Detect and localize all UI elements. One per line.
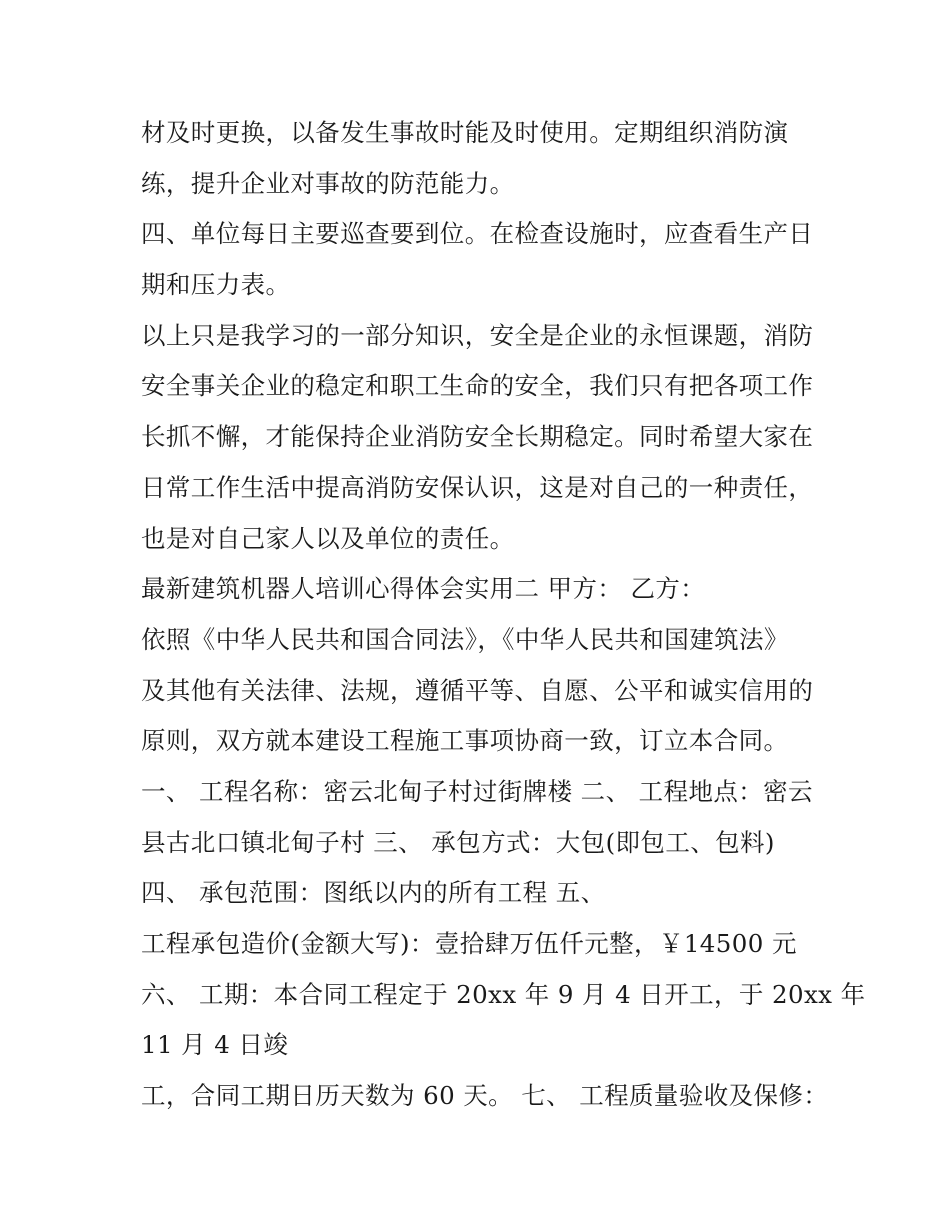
text-line: 及其他有关法律、法规，遵循平等、自愿、公平和诚实信用的: [141, 675, 814, 705]
text-line: 也是对自己家人以及单位的责任。: [141, 523, 515, 553]
text-line: 11 月 4 日竣: [141, 1030, 289, 1060]
text-line: 一、 工程名称：密云北甸子村过街牌楼 二、 工程地点：密云: [141, 776, 813, 806]
text-line: 安全事关企业的稳定和职工生命的安全，我们只有把各项工作: [141, 371, 814, 401]
text-line: 四、单位每日主要巡查要到位。在检查设施时，应查看生产日: [141, 219, 814, 249]
text-line: 以上只是我学习的一部分知识，安全是企业的永恒课题，消防: [141, 320, 814, 350]
text-line: 期和压力表。: [141, 270, 291, 300]
text-line: 四、 承包范围：图纸以内的所有工程 五、: [141, 878, 606, 908]
text-line: 县古北口镇北甸子村 三、 承包方式：大包(即包工、包料): [141, 827, 775, 857]
text-line: 日常工作生活中提高消防安保认识，这是对自己的一种责任，: [141, 472, 814, 502]
text-line: 六、 工期：本合同工程定于 20xx 年 9 月 4 日开工，于 20xx 年: [141, 979, 866, 1009]
text-line: 练，提升企业对事故的防范能力。: [141, 168, 515, 198]
text-line: 工程承包造价(金额大写)：壹拾肆万伍仟元整，￥14500 元: [141, 929, 797, 958]
text-line: 长抓不懈，才能保持企业消防安全长期稳定。同时希望大家在: [141, 422, 814, 452]
text-line: 依照《中华人民共和国合同法》，《中华人民共和国建筑法》: [141, 624, 789, 654]
text-line: 材及时更换，以备发生事故时能及时使用。定期组织消防演: [141, 118, 789, 147]
text-line: 工，合同工期日历天数为 60 天。 七、 工程质量验收及保修：: [141, 1081, 829, 1111]
document-body: [141, 108, 866, 1122]
text-line: 原则，双方就本建设工程施工事项协商一致，订立本合同。: [141, 726, 789, 756]
section-heading: 最新建筑机器人培训心得体会实用二 甲方： 乙方：: [141, 574, 706, 604]
